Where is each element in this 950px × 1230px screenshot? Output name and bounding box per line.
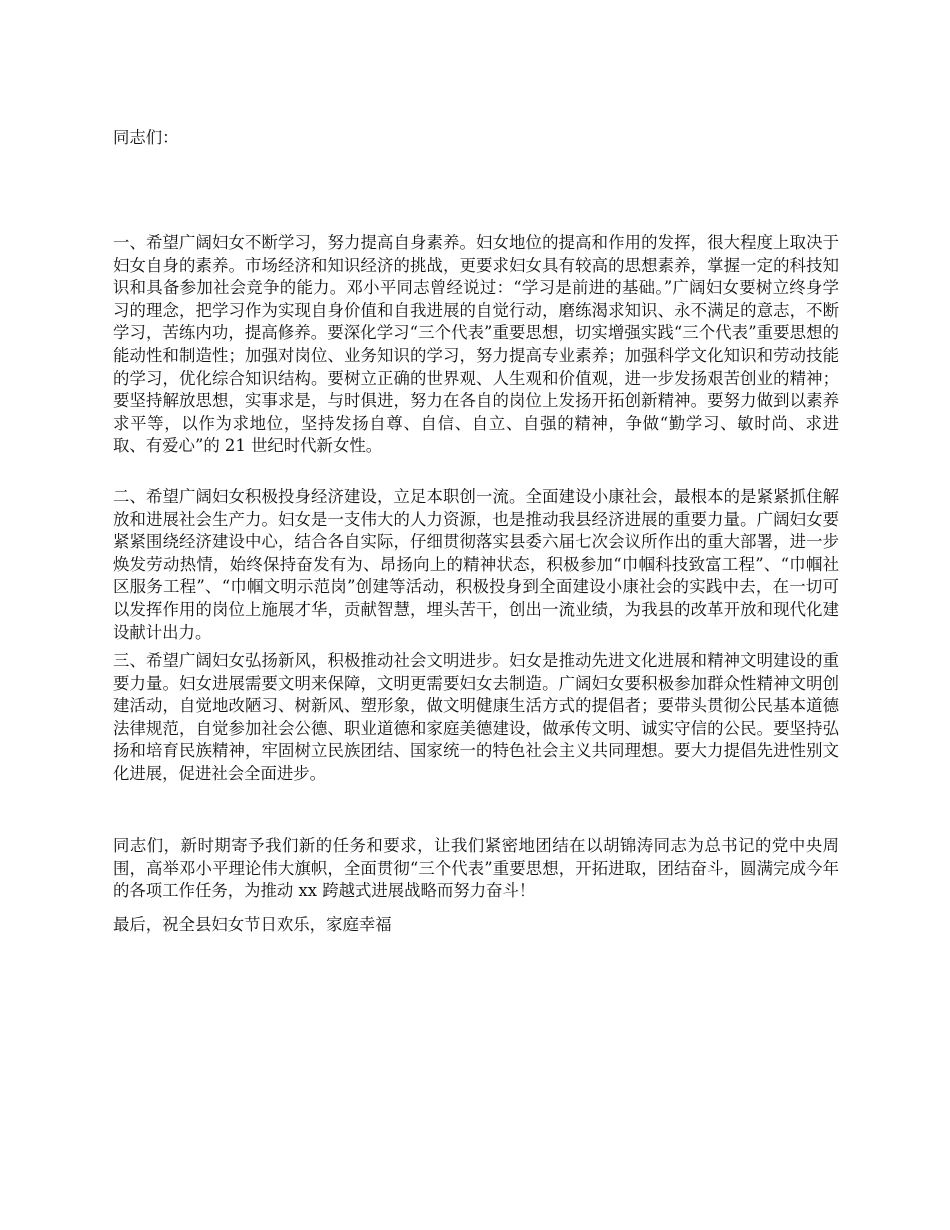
paragraph-2-economic-construction: 二、希望广阔妇女积极投身经济建设，立足本职创一流。全面建设小康社会，最根本的是紧紧抓住解放和进展社会生产力。妇女是一支伟大的人力资源，也是推动我县经济进展的重要力量。广阔妇女要紧紧围绕经济建设中心，结合各自实际，仔细贯彻落实县委六届七次会议所作出的重大部署，进一步焕发劳动热情，始终保持奋发有为、昂扬向上的精神状态，积极参加“巾帼科技致富工程”、“巾帼社区服务工程”、“巾帼文明示范岗”创建等活动，积极投身到全面建设小康社会的实践中去，在一切可以发挥作用的岗位上施展才华，贡献智慧，埋头苦干，创出一流业绩，为我县的改革开放和现代化建设献计出力。 [113,487,839,642]
closing-wishes: 最后，祝全县妇女节日欢乐，家庭幸福 [113,915,392,934]
paragraph-4-call-to-action: 同志们，新时期寄予我们新的任务和要求，让我们紧密地团结在以胡锦涛同志为总书记的党中央周围，高举邓小平理论伟大旗帜，全面贯彻“三个代表”重要思想，开拓进取，团结奋斗，圆满完成今年的各项工作任务，为推动 xx 跨越式进展战略而努力奋斗！ [113,836,839,901]
paragraph-1-self-cultivation: 一、希望广阔妇女不断学习，努力提高自身素养。妇女地位的提高和作用的发挥，很大程度上取决于妇女自身的素养。市场经济和知识经济的挑战，更要求妇女具有较高的思想素养，掌握一定的科技知识和具备参加社会竞争的能力。邓小平同志曾经说过：“学习是前进的基础。”广阔妇女要树立终身学习的理念，把学习作为实现自身价值和自我进展的自觉行动，磨练渴求知识、永不满足的意志，不断学习，苦练内功，提高修养。要深化学习“三个代表”重要思想，切实增强实践“三个代表”重要思想的能动性和制造性；加强对岗位、业务知识的学习，努力提高专业素养；加强科学文化知识和劳动技能的学习，优化综合知识结构。要树立正确的世界观、人生观和价值观，进一步发扬艰苦创业的精神；要坚持解放思想，实事求是，与时俱进，努力在各自的岗位上发扬开拓创新精神。要努力做到以素养求平等，以作为求地位，坚持发扬自尊、自信、自立、自强的精神，争做“勤学习、敏时尚、求进取、有爱心”的 21 世纪时代新女性。 [113,233,839,456]
greeting-line: 同志们： [113,128,179,147]
paragraph-3-social-civilization: 三、希望广阔妇女弘扬新风，积极推动社会文明进步。妇女是推动先进文化进展和精神文明建设的重要力量。妇女进展需要文明来保障，文明更需要妇女去制造。广阔妇女要积极参加群众性精神文明创建活动，自觉地改陋习、树新风、塑形象，做文明健康生活方式的提倡者；要带头贯彻公民基本道德法律规范，自觉参加社会公德、职业道德和家庭美德建设，做承传文明、诚实守信的公民。要坚持弘扬和培育民族精神，牢固树立民族团结、国家统一的特色社会主义共同理想。要大力提倡先进性别文化进展，促进社会全面进步。 [113,651,839,783]
